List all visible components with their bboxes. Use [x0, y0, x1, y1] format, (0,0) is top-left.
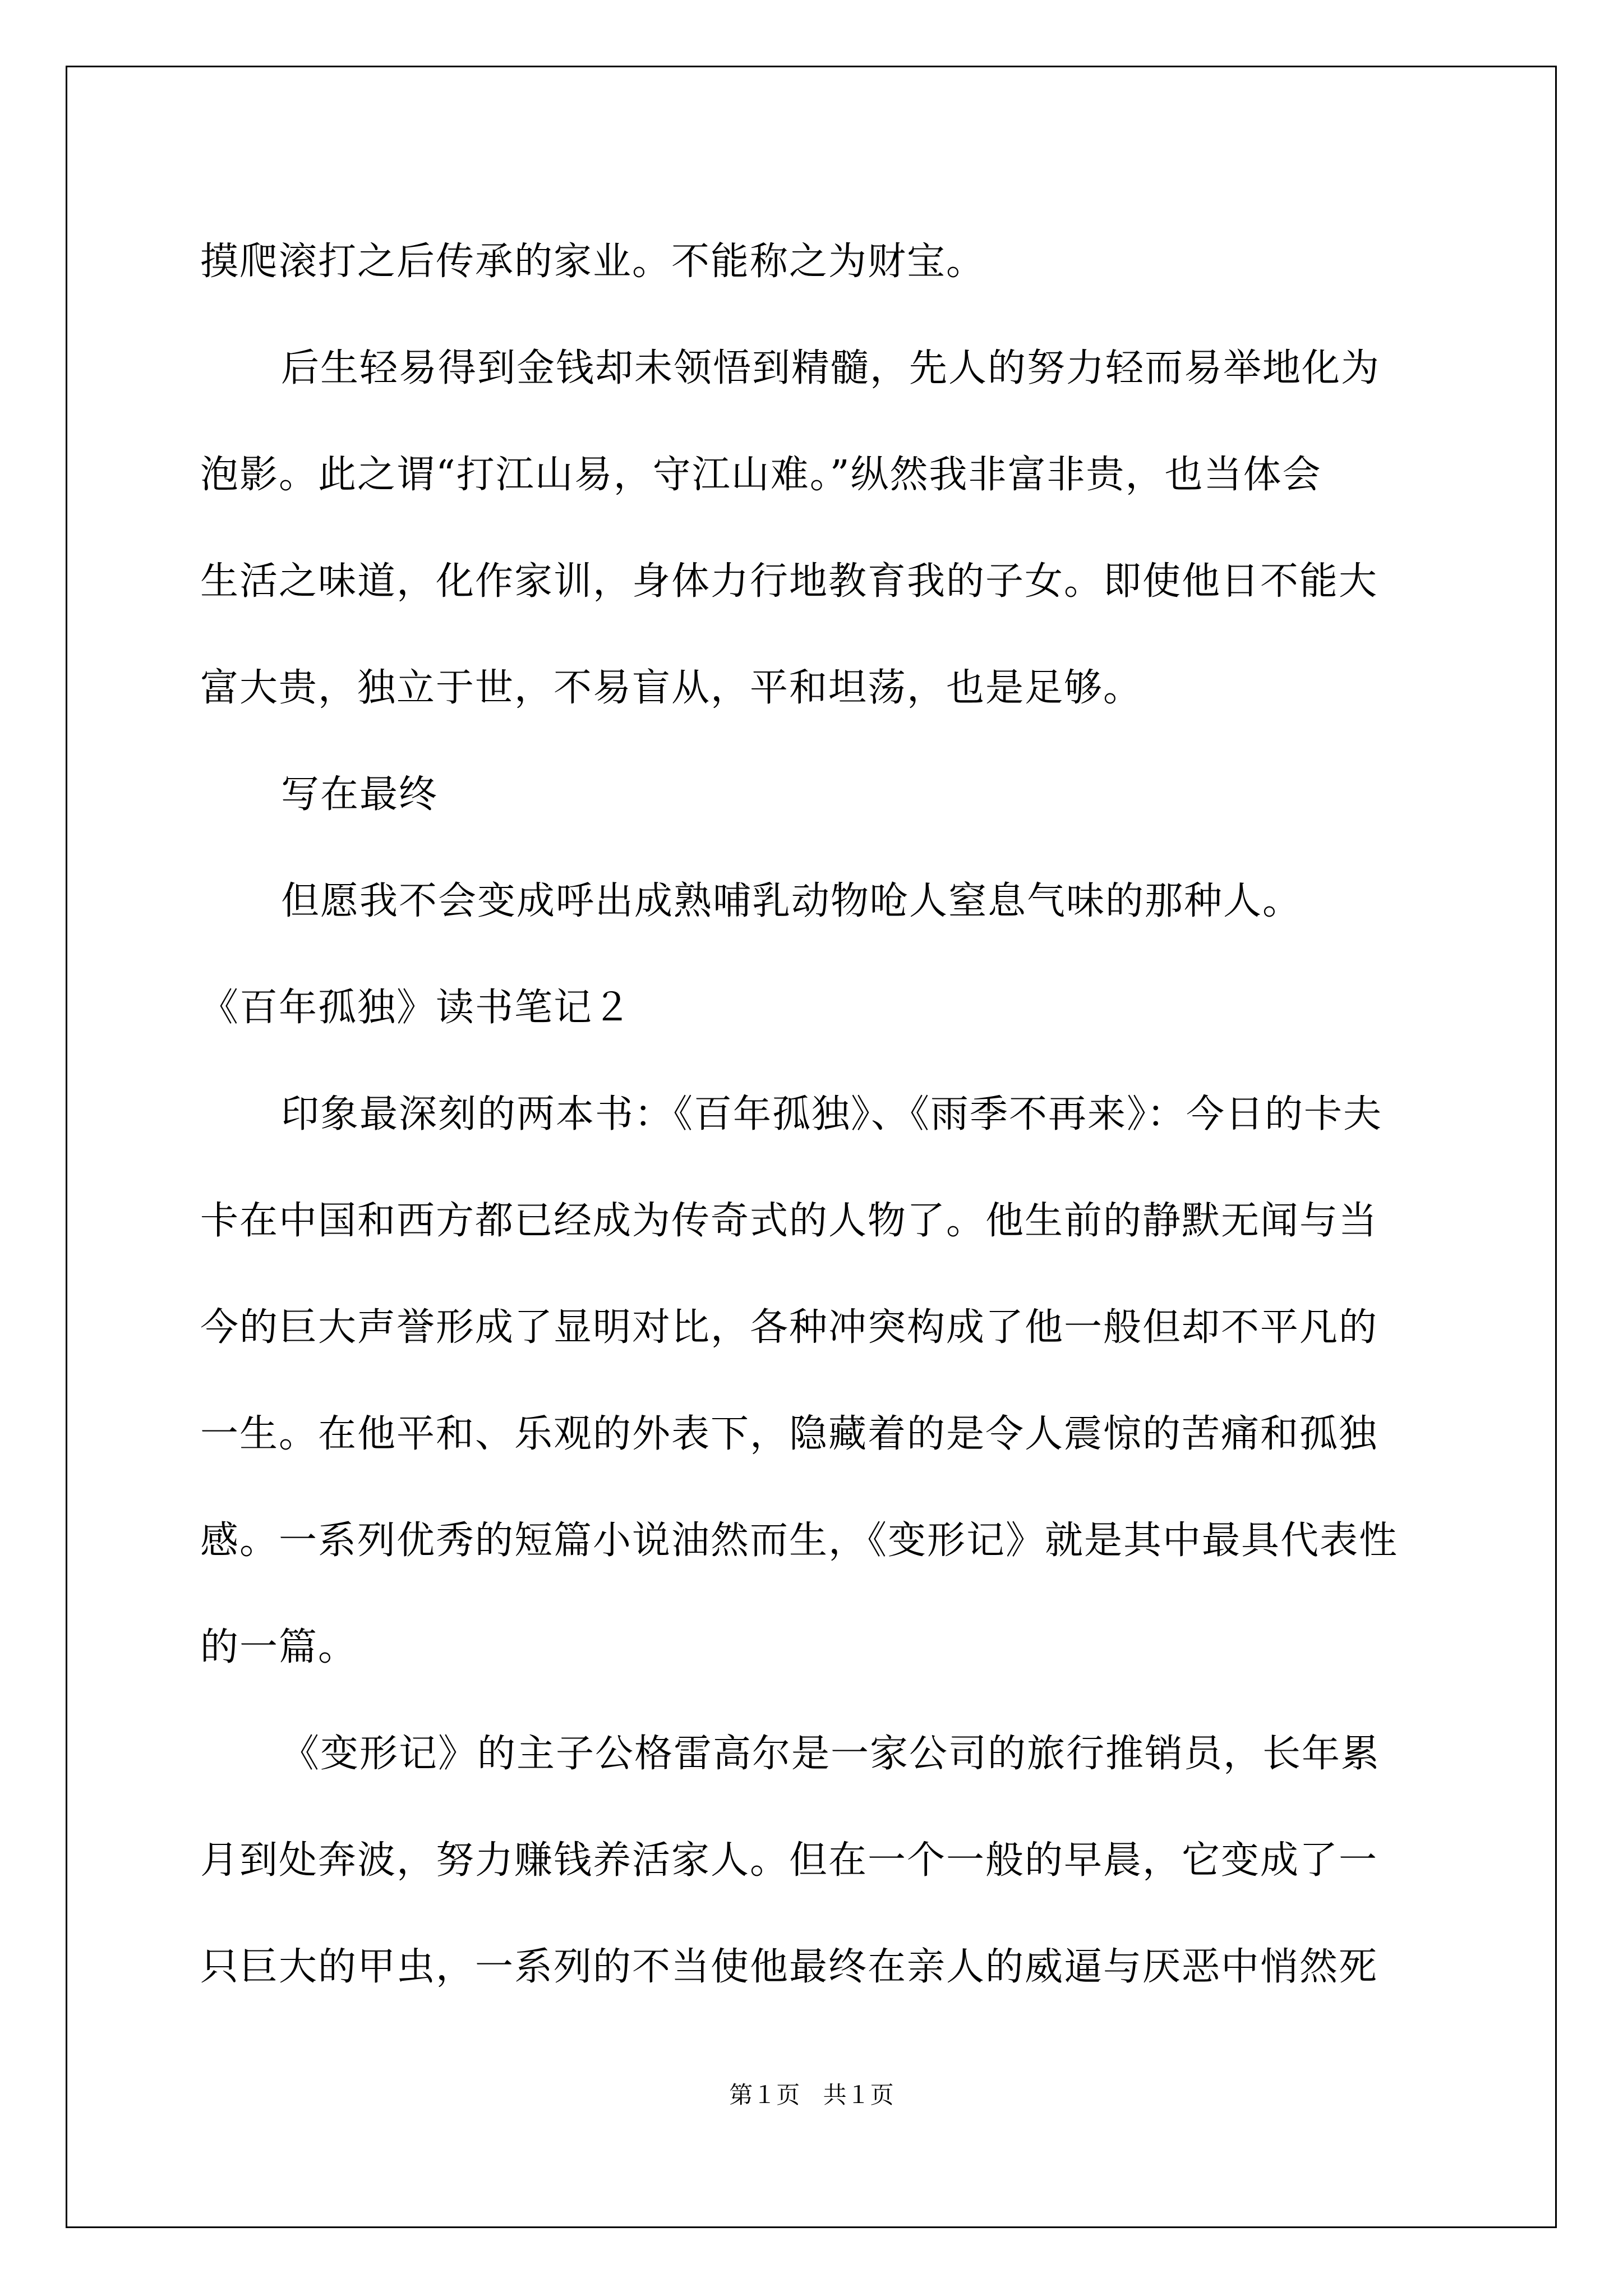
text-line-4: 生活之味道，化作家训，身体力行地教育我的子女。即使他日不能大 [200, 559, 1378, 604]
page-number: 第１页 [729, 2081, 800, 2109]
text-line-11: 今的巨大声誉形成了显明对比，各种冲突构成了他一般但却不平凡的 [200, 1305, 1378, 1350]
text-line-17: 只巨大的甲虫，一系列的不当使他最终在亲人的威逼与厌恶中悄然死 [200, 1945, 1378, 1989]
text-line-10: 卡在中国和西方都已经成为传奇式的人物了。他生前的静默无闻与当 [200, 1199, 1378, 1243]
text-line-3: 泡影。此之谓“打江山易，守江山难。”纵然我非富非贵，也当体会 [200, 453, 1322, 497]
text-line-12: 一生。在他平和、乐观的外表下，隐藏着的是令人震惊的苦痛和孤独 [200, 1412, 1378, 1456]
text-line-1: 摸爬滚打之后传承的家业。不能称之为财宝。 [200, 240, 986, 284]
text-line-7: 但愿我不会变成呼出成熟哺乳动物呛人窒息气味的那种人。 [281, 879, 1302, 923]
section-title: 《百年孤独》读书笔记２ [200, 986, 633, 1030]
text-line-16: 月到处奔波，努力赚钱养活家人。但在一个一般的早晨，它变成了一 [200, 1838, 1378, 1883]
text-line-5: 富大贵，独立于世，不易盲从，平和坦荡，也是足够。 [200, 666, 1143, 710]
text-line-14: 的一篇。 [200, 1625, 358, 1669]
text-line-2: 后生轻易得到金钱却未领悟到精髓，先人的努力轻而易举地化为 [281, 346, 1381, 390]
text-line-9: 印象最深刻的两本书：《百年孤独》、《雨季不再来》：今日的卡夫 [281, 1092, 1383, 1137]
page-total: 共１页 [823, 2081, 894, 2109]
text-line-13: 感。一系列优秀的短篇小说油然而生，《变形记》就是其中最具代表性 [200, 1519, 1399, 1563]
section-heading-ending: 写在最终 [281, 772, 439, 817]
page-footer [0, 2077, 1623, 2110]
text-line-15: 《变形记》的主子公格雷高尔是一家公司的旅行推销员，长年累 [281, 1732, 1381, 1776]
document-body [200, 209, 1434, 2021]
